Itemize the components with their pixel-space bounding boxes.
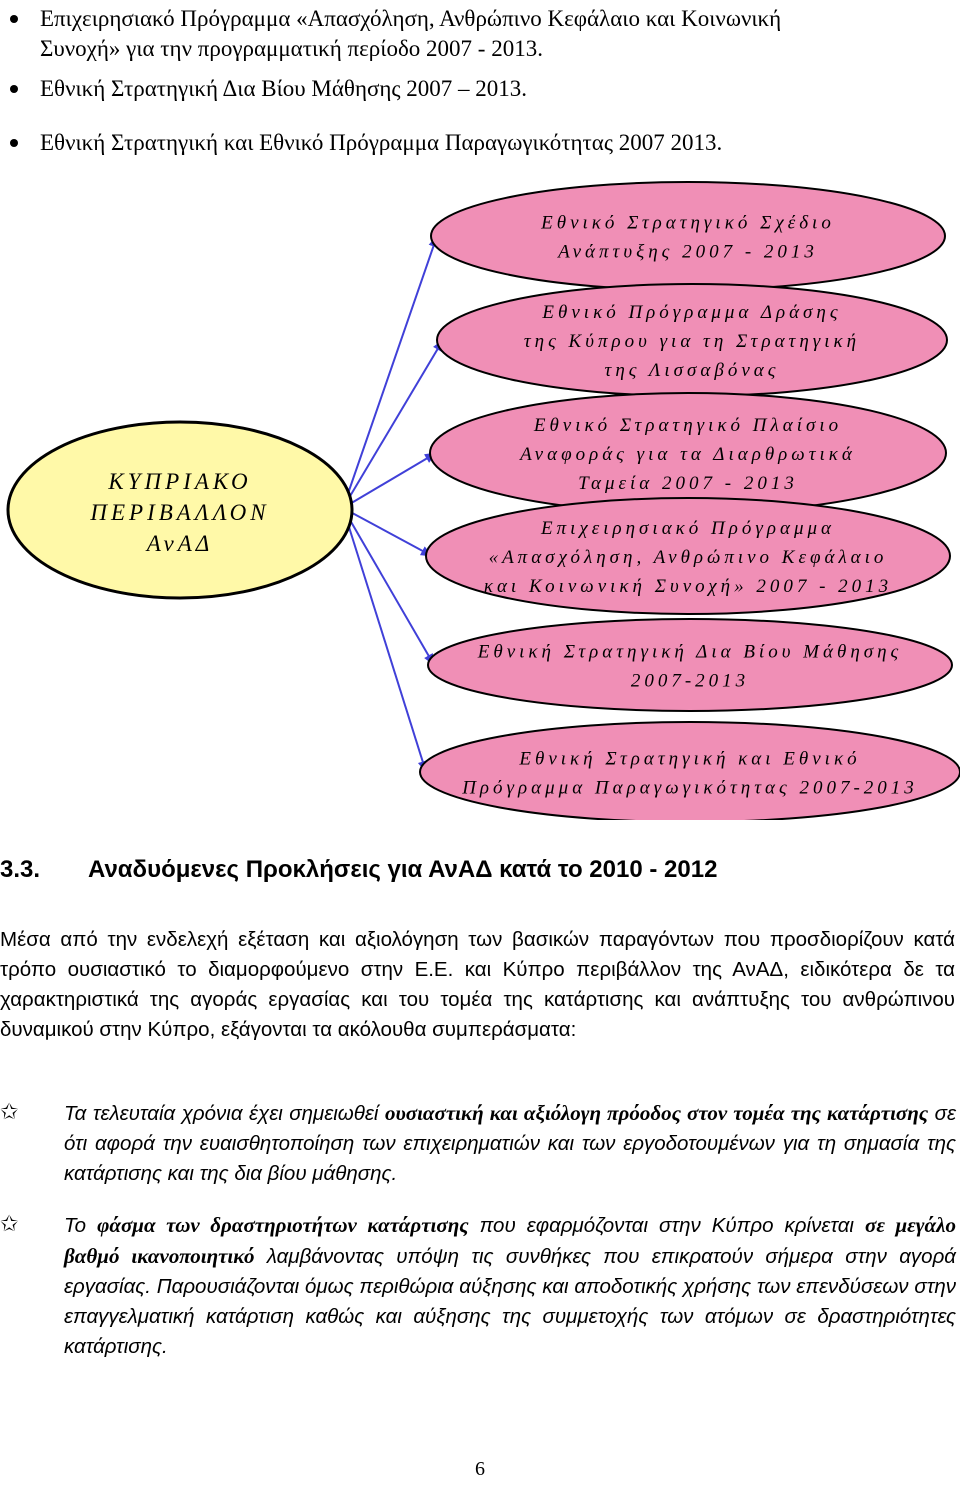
center-label-line: ΑνΑΔ	[146, 531, 214, 556]
strategy-oval	[431, 182, 945, 290]
page-number: 6	[475, 1458, 485, 1480]
bullet-line: Συνοχή» για την προγραμματική περίοδο 2007 - 2013.	[40, 36, 543, 61]
finding-segment: Το	[64, 1214, 98, 1237]
section-heading	[0, 856, 717, 884]
strategy-diagram	[0, 180, 960, 820]
oval-label-line: Εθνικό Στρατηγικό Σχέδιο	[541, 212, 835, 234]
center-label-line: ΚΥΠΡΙΑΚΟ	[108, 469, 252, 494]
oval-label-line: και Κοινωνική Συνοχή» 2007 - 2013	[483, 576, 893, 597]
emphasis-text: φάσμα των δραστηριοτήτων κατάρτισης	[97, 1213, 469, 1237]
oval-label-line: Πρόγραμμα Παραγωγικότητας 2007-2013	[462, 777, 918, 799]
bullet-dot-icon	[10, 15, 18, 23]
finding-segment: που εφαρμόζονται στην Κύπρο κρίνεται	[468, 1214, 865, 1237]
section-number: 3.3.	[0, 856, 41, 883]
star-outline-icon: ✩	[0, 1099, 19, 1124]
oval-label-line: Ανάπτυξης 2007 - 2013	[558, 241, 818, 263]
oval-label-line: «Απασχόληση, Ανθρώπινο Κεφάλαιο	[488, 547, 888, 568]
strategy-oval	[420, 722, 960, 820]
oval-label-line: Επιχειρησιακό Πρόγραμμα	[540, 518, 836, 539]
bullet-text: Εθνική Στρατηγική και Εθνικό Πρόγραμμα Παραγωγικότητας 2007 2013.	[40, 130, 723, 155]
intro-paragraph: Μέσα από την ενδελεχή εξέταση και αξιολόγηση των βασικών παραγόντων που προσδιορίζουν κατά τρόπο ουσιαστικό το διαμορφούμενο στην Ε.Ε. και Κύπρο περιβάλλον της ΑνΑΔ, ειδικότερα δε τα χαρακτηριστικά της αγοράς εργασίας και του τομέα της κατάρτισης και ανάπτυξης του ανθρώπινου δυναμικού στην Κύπρο, εξάγονται τα ακόλουθα συμπεράσματα:	[0, 928, 955, 1041]
bullet-line: Επιχειρησιακό Πρόγραμμα «Απασχόληση, Ανθρώπινο Κεφάλαιο και Κοινωνική	[40, 6, 782, 31]
oval-label-line: 2007-2013	[630, 670, 750, 692]
section-title: Αναδυόμενες Προκλήσεις για ΑνΑΔ κατά το 2010 - 2012	[88, 856, 718, 883]
oval-label-line: της Λισσαβόνας	[604, 360, 780, 381]
connector-arrow	[343, 508, 426, 772]
bullet-dot-icon	[10, 139, 18, 147]
center-node	[8, 422, 352, 598]
connector-lines	[343, 236, 443, 772]
oval-label-line: Εθνική Στρατηγική και Εθνικό	[519, 748, 861, 770]
strategy-oval	[428, 619, 952, 711]
emphasis-text: σε μεγάλο βαθμό ικανοποιητικό	[64, 1213, 956, 1268]
bullet-text: Εθνική Στρατηγική Δια Βίου Μάθησης 2007 – 2013.	[40, 76, 528, 101]
diagram-ovals	[420, 182, 960, 820]
finding-segment: Τα τελευταία χρόνια έχει σημειωθεί	[64, 1102, 385, 1125]
emphasis-text: ουσιαστική και αξιόλογη πρόοδος στον τομέα της κατάρτισης	[384, 1101, 929, 1125]
finding-text	[64, 1098, 956, 1189]
finding-segment: σε ότι αφορά την ευαισθητοποίηση των επιχειρηματιών και των εργοδοτουμένων για τη σημασία της κατάρτισης και της δια βίου μάθησης.	[64, 1102, 956, 1185]
finding-text	[64, 1210, 956, 1362]
bullet-dot-icon	[10, 85, 18, 93]
oval-label-line: Εθνικό Στρατηγικό Πλαίσιο	[533, 415, 843, 436]
oval-label-line: Εθνικό Πρόγραμμα Δράσης	[542, 302, 842, 323]
star-outline-icon: ✩	[0, 1211, 19, 1236]
center-label-line: ΠΕΡΙΒΑΛΛΟΝ	[90, 500, 270, 525]
bullet-text	[40, 4, 940, 64]
connector-arrow	[343, 453, 436, 508]
oval-label-line: Ταμεία 2007 - 2013	[578, 473, 798, 494]
oval-label-line: Αναφοράς για τα Διαρθρωτικά	[520, 444, 856, 465]
oval-label-line: της Κύπρου για τη Στρατηγική	[523, 331, 861, 352]
finding-segment: λαμβάνοντας υπόψη τις συνθήκες που επικρατούν σήμερα στην αγορά εργασίας. Παρουσιάζονται όμως περιθώρια αύξησης και αποδοτικής χρήσης των επενδύσεων στην επαγγελματική κατάρτιση καθώς και αύξησης της συμμετοχής των ατόμων σε δραστηριότητες κατάρτισης.	[64, 1245, 957, 1358]
oval-label-line: Εθνική Στρατηγική Δια Βίου Μάθησης	[477, 641, 903, 663]
